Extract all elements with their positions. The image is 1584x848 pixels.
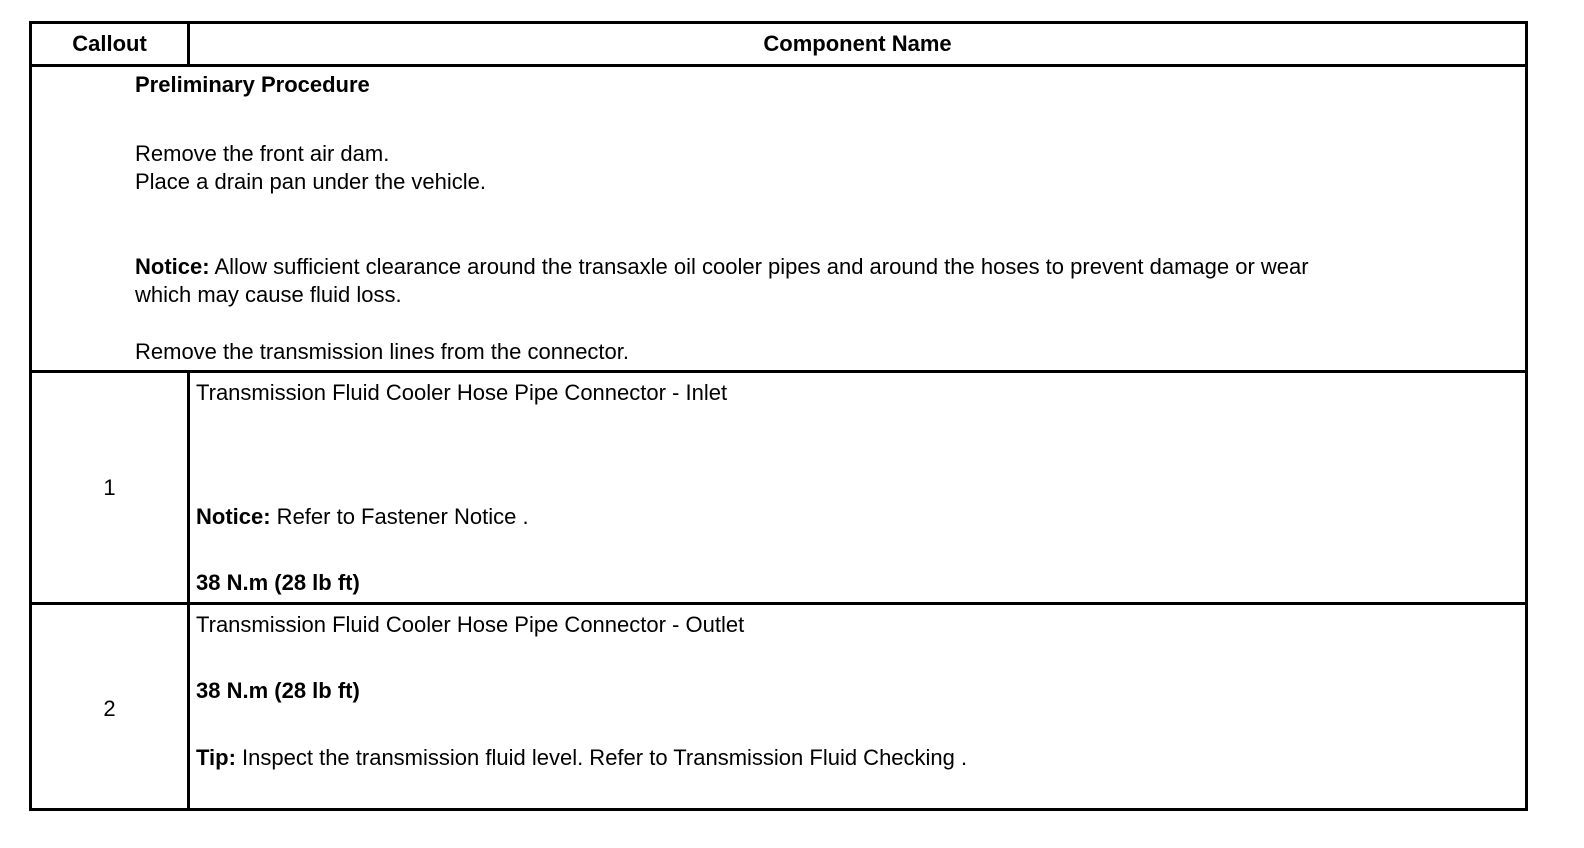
notice-label: Notice: <box>135 254 210 279</box>
column-divider <box>187 370 190 808</box>
preliminary-notice <box>135 253 1309 281</box>
component-name: Transmission Fluid Cooler Hose Pipe Connector - Outlet <box>196 612 745 637</box>
callout-number: 1 <box>103 475 116 500</box>
callout-number: 2 <box>103 696 116 721</box>
preliminary-notice-continued: which may cause fluid loss. <box>135 282 402 307</box>
component-notice <box>196 503 529 531</box>
preliminary-step-3: Remove the transmission lines from the connector. <box>135 339 630 364</box>
component-tip <box>196 744 967 772</box>
row-divider-1 <box>32 370 1525 373</box>
tip-label: Tip: <box>196 745 236 770</box>
procedure-table <box>29 21 1528 811</box>
row-divider-2 <box>32 602 1525 605</box>
header-component-name: Component Name <box>763 31 952 56</box>
preliminary-title: Preliminary Procedure <box>135 72 370 97</box>
notice-text: Refer to Fastener Notice . <box>270 504 529 529</box>
header-column-divider <box>187 24 190 64</box>
component-name: Transmission Fluid Cooler Hose Pipe Connector - Inlet <box>196 380 728 405</box>
notice-label: Notice: <box>196 504 271 529</box>
notice-text: Allow sufficient clearance around the transaxle oil cooler pipes and around the hoses to prevent damage or wear <box>209 254 1309 279</box>
torque-spec: 38 N.m (28 lb ft) <box>196 570 360 595</box>
tip-text: Inspect the transmission fluid level. Refer to Transmission Fluid Checking . <box>235 745 968 770</box>
header-divider <box>32 64 1525 67</box>
preliminary-step-1: Remove the front air dam. <box>135 141 390 166</box>
torque-spec: 38 N.m (28 lb ft) <box>196 678 360 703</box>
preliminary-step-2: Place a drain pan under the vehicle. <box>135 169 487 194</box>
header-callout: Callout <box>72 31 147 56</box>
